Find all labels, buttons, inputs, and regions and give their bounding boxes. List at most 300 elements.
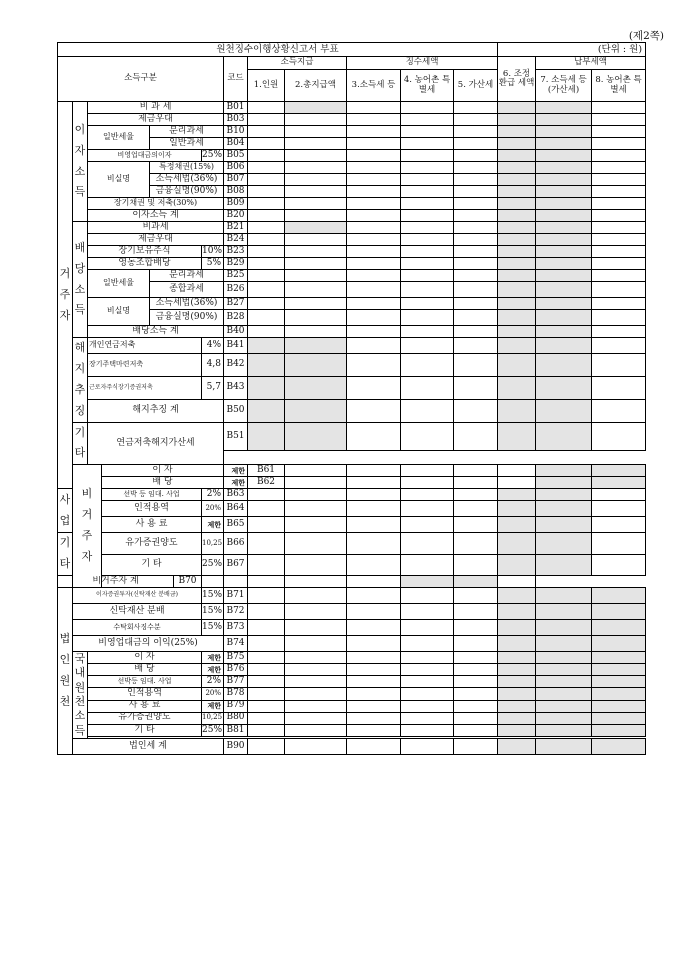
entry-rural-tax-cell[interactable] <box>401 246 454 258</box>
entry-total-paid-cell[interactable] <box>285 198 347 210</box>
entry-count-cell[interactable] <box>248 258 285 270</box>
entry-penalty-tax-cell[interactable] <box>498 465 536 477</box>
row-label: 기 타 <box>88 724 202 736</box>
entry-payment-rural-tax-cell[interactable] <box>592 554 646 575</box>
entry-rural-tax-cell[interactable] <box>401 712 454 724</box>
entry-rural-tax-cell[interactable] <box>401 326 454 338</box>
mini-nonreal: 비실명 <box>88 298 150 326</box>
entry-rural-tax-cell[interactable] <box>401 724 454 736</box>
entry-penalty-tax-cell[interactable] <box>454 517 498 533</box>
row-rate: 제한 <box>224 465 248 477</box>
entry-income-tax-cell[interactable] <box>347 422 401 451</box>
row-label: 배 당 <box>102 477 224 489</box>
entry-income-tax-cell[interactable] <box>347 102 401 114</box>
entry-income-tax-cell[interactable] <box>347 700 401 712</box>
row-code: B79 <box>224 700 248 712</box>
entry-income-tax-cell[interactable] <box>347 326 401 338</box>
entry-rural-tax-cell[interactable] <box>401 489 454 501</box>
entry-total-paid-cell[interactable] <box>285 114 347 126</box>
entry-rural-tax-cell[interactable] <box>401 738 454 754</box>
subgroup-domestic: 국 내 원 천 소 득 <box>73 652 88 739</box>
entry-payment-income-tax-cell <box>536 298 592 310</box>
entry-total-paid-cell[interactable] <box>285 533 347 554</box>
entry-penalty-tax-cell[interactable] <box>454 150 498 162</box>
entry-income-tax-cell[interactable] <box>347 738 401 754</box>
entry-count-cell[interactable] <box>248 310 285 326</box>
entry-count-cell[interactable] <box>248 724 285 736</box>
entry-count-cell[interactable] <box>248 533 285 554</box>
entry-penalty-tax-cell[interactable] <box>347 576 401 588</box>
entry-count-cell[interactable] <box>248 636 285 652</box>
entry-total-paid-cell[interactable] <box>347 477 401 489</box>
entry-count-cell[interactable] <box>248 517 285 533</box>
entry-payment-rural-tax-cell[interactable] <box>592 282 646 298</box>
entry-total-paid-cell[interactable] <box>285 652 347 664</box>
row-code: B50 <box>224 399 248 422</box>
entry-penalty-tax-cell[interactable] <box>454 636 498 652</box>
row-rate: 5,7 <box>202 376 224 399</box>
entry-adjustment-refund-cell <box>498 533 536 554</box>
row-rate: 4,8 <box>202 354 224 377</box>
entry-count-cell[interactable] <box>248 712 285 724</box>
entry-penalty-tax-cell[interactable] <box>454 501 498 517</box>
entry-count-cell[interactable] <box>248 138 285 150</box>
row-rate: 제한 <box>202 700 224 712</box>
entry-payment-income-tax-cell <box>592 465 646 477</box>
entry-count-cell[interactable] <box>248 102 285 114</box>
entry-count-cell[interactable] <box>248 501 285 517</box>
entry-penalty-tax-cell[interactable] <box>454 620 498 636</box>
entry-payment-rural-tax-cell <box>592 636 646 652</box>
unit-label: (단위 : 원) <box>498 43 646 57</box>
entry-penalty-tax-cell[interactable] <box>498 477 536 489</box>
entry-rural-tax-cell[interactable] <box>401 664 454 676</box>
entry-penalty-tax-cell[interactable] <box>454 554 498 575</box>
entry-penalty-tax-cell[interactable] <box>454 270 498 282</box>
entry-rural-tax-cell[interactable] <box>401 210 454 222</box>
entry-income-tax-cell[interactable] <box>347 114 401 126</box>
entry-income-tax-cell[interactable] <box>347 664 401 676</box>
row-label: 특정채권(15%) <box>150 162 224 174</box>
entry-count-cell[interactable] <box>248 489 285 501</box>
row-code: B10 <box>224 126 248 138</box>
entry-payment-rural-tax-cell[interactable] <box>592 326 646 338</box>
entry-penalty-tax-cell[interactable] <box>454 700 498 712</box>
entry-payment-rural-tax-cell[interactable] <box>498 576 536 588</box>
entry-income-tax-cell[interactable] <box>347 620 401 636</box>
entry-rural-tax-cell[interactable] <box>401 186 454 198</box>
entry-income-tax-cell[interactable] <box>347 210 401 222</box>
entry-income-tax-cell[interactable] <box>347 354 401 377</box>
entry-income-tax-cell[interactable] <box>347 588 401 604</box>
entry-rural-tax-cell[interactable] <box>454 477 498 489</box>
entry-count-cell[interactable] <box>248 114 285 126</box>
header-code: 코드 <box>224 57 248 102</box>
entry-income-tax-cell[interactable] <box>347 186 401 198</box>
entry-income-tax-cell[interactable] <box>347 724 401 736</box>
entry-payment-income-tax-cell <box>536 724 592 736</box>
entry-count-cell[interactable] <box>248 664 285 676</box>
entry-income-tax-cell[interactable] <box>347 652 401 664</box>
entry-income-tax-cell[interactable] <box>347 489 401 501</box>
entry-income-tax-cell[interactable] <box>347 162 401 174</box>
entry-income-tax-cell[interactable] <box>347 174 401 186</box>
entry-rural-tax-cell[interactable] <box>401 102 454 114</box>
entry-adjustment-refund-cell <box>498 210 536 222</box>
entry-penalty-tax-cell[interactable] <box>454 354 498 377</box>
entry-payment-rural-tax-cell[interactable] <box>592 501 646 517</box>
row-code: B07 <box>224 174 248 186</box>
entry-penalty-tax-cell[interactable] <box>454 422 498 451</box>
entry-total-paid-cell[interactable] <box>285 150 347 162</box>
entry-income-tax-cell[interactable] <box>347 126 401 138</box>
row-label: 장기보유주식 <box>88 246 202 258</box>
entry-payment-rural-tax-cell[interactable] <box>592 210 646 222</box>
mini-nonreal: 비실명 <box>88 162 150 198</box>
entry-payment-income-tax-cell <box>536 162 592 174</box>
entry-rural-tax-cell[interactable] <box>401 588 454 604</box>
entry-total-paid-cell[interactable] <box>285 298 347 310</box>
entry-total-paid-cell[interactable] <box>285 162 347 174</box>
entry-payment-rural-tax-cell[interactable] <box>592 234 646 246</box>
entry-total-paid-cell[interactable] <box>285 186 347 198</box>
entry-adjustment-refund-cell <box>498 234 536 246</box>
row-code: B20 <box>224 210 248 222</box>
entry-penalty-tax-cell[interactable] <box>454 298 498 310</box>
entry-count-cell[interactable] <box>248 222 285 234</box>
entry-adjustment-refund-cell <box>536 477 592 489</box>
row-code: B40 <box>224 326 248 338</box>
entry-payment-rural-tax-cell <box>592 664 646 676</box>
entry-count-cell[interactable] <box>248 246 285 258</box>
entry-rural-tax-cell[interactable] <box>401 688 454 700</box>
entry-payment-rural-tax-cell[interactable] <box>592 258 646 270</box>
entry-total-paid-cell[interactable] <box>285 234 347 246</box>
entry-count-cell[interactable] <box>248 270 285 282</box>
entry-total-paid-cell[interactable] <box>285 676 347 688</box>
entry-income-tax-cell[interactable] <box>347 636 401 652</box>
entry-penalty-tax-cell[interactable] <box>454 588 498 604</box>
entry-total-paid-cell[interactable] <box>285 688 347 700</box>
entry-income-tax-cell[interactable] <box>347 246 401 258</box>
entry-payment-rural-tax-cell[interactable] <box>592 270 646 282</box>
entry-adjustment-refund-cell <box>498 700 536 712</box>
entry-total-paid-cell[interactable] <box>347 465 401 477</box>
entry-count-cell[interactable] <box>248 150 285 162</box>
entry-count-cell[interactable] <box>248 282 285 298</box>
entry-payment-rural-tax-cell[interactable] <box>592 138 646 150</box>
entry-penalty-tax-cell[interactable] <box>454 399 498 422</box>
entry-income-tax-cell[interactable] <box>347 298 401 310</box>
entry-payment-rural-tax-cell[interactable] <box>592 162 646 174</box>
entry-total-paid-cell[interactable] <box>285 636 347 652</box>
entry-adjustment-refund-cell <box>498 652 536 664</box>
entry-income-tax-cell[interactable] <box>347 376 401 399</box>
entry-penalty-tax-cell[interactable] <box>454 310 498 326</box>
entry-rural-tax-cell[interactable] <box>401 298 454 310</box>
form-title: 원천징수이행상황신고서 부표 <box>58 43 498 57</box>
entry-income-tax-cell[interactable] <box>347 554 401 575</box>
entry-income-tax-cell[interactable] <box>347 533 401 554</box>
entry-rural-tax-cell[interactable] <box>401 517 454 533</box>
entry-count-cell[interactable] <box>248 604 285 620</box>
entry-payment-rural-tax-cell[interactable] <box>592 517 646 533</box>
entry-income-tax-cell[interactable] <box>347 138 401 150</box>
entry-total-paid-cell[interactable] <box>285 501 347 517</box>
entry-rural-tax-cell[interactable] <box>401 554 454 575</box>
entry-rural-tax-cell[interactable] <box>401 700 454 712</box>
entry-rural-tax-cell[interactable] <box>454 465 498 477</box>
entry-payment-rural-tax-cell[interactable] <box>592 246 646 258</box>
entry-count-cell[interactable] <box>248 588 285 604</box>
row-label: 연금저축해지가산세 <box>88 422 224 465</box>
entry-count-cell[interactable] <box>202 576 224 588</box>
entry-penalty-tax-cell[interactable] <box>454 102 498 114</box>
entry-income-tax-cell[interactable] <box>347 198 401 210</box>
entry-count-cell[interactable] <box>248 700 285 712</box>
entry-income-tax-cell[interactable] <box>347 517 401 533</box>
entry-income-tax-cell[interactable] <box>248 576 285 588</box>
entry-penalty-tax-cell[interactable] <box>454 688 498 700</box>
entry-income-tax-cell[interactable] <box>347 604 401 620</box>
entry-rural-tax-cell[interactable] <box>401 310 454 326</box>
entry-income-tax-cell[interactable] <box>347 399 401 422</box>
entry-rural-tax-cell[interactable] <box>401 234 454 246</box>
entry-total-paid-cell[interactable] <box>285 126 347 138</box>
entry-payment-rural-tax-cell[interactable] <box>592 489 646 501</box>
entry-income-tax-cell[interactable] <box>347 258 401 270</box>
entry-total-paid-cell[interactable] <box>285 712 347 724</box>
subgroup-business: 사 업 <box>58 489 73 533</box>
entry-payment-income-tax-cell <box>536 738 592 754</box>
entry-rural-tax-cell[interactable] <box>401 198 454 210</box>
entry-income-tax-cell[interactable] <box>347 676 401 688</box>
entry-count-cell[interactable] <box>248 186 285 198</box>
entry-rural-tax-cell[interactable] <box>401 222 454 234</box>
entry-penalty-tax-cell[interactable] <box>454 246 498 258</box>
entry-penalty-tax-cell[interactable] <box>454 234 498 246</box>
entry-rural-tax-cell[interactable] <box>401 150 454 162</box>
entry-total-paid-cell[interactable] <box>285 174 347 186</box>
entry-rural-tax-cell[interactable] <box>401 354 454 377</box>
entry-total-paid-cell[interactable] <box>285 738 347 754</box>
entry-total-paid-cell[interactable] <box>285 724 347 736</box>
entry-count-cell[interactable] <box>248 298 285 310</box>
entry-payment-income-tax-cell <box>536 258 592 270</box>
entry-total-paid-cell[interactable] <box>285 246 347 258</box>
entry-penalty-tax-cell[interactable] <box>454 258 498 270</box>
entry-payment-rural-tax-cell[interactable] <box>592 298 646 310</box>
entry-total-paid-cell[interactable] <box>285 664 347 676</box>
entry-payment-rural-tax-cell[interactable] <box>592 399 646 422</box>
entry-rural-tax-cell[interactable] <box>401 126 454 138</box>
entry-rural-tax-cell[interactable] <box>401 174 454 186</box>
entry-rural-tax-cell[interactable] <box>401 604 454 620</box>
entry-rural-tax-cell[interactable] <box>401 376 454 399</box>
entry-adjustment-refund-cell <box>498 588 536 604</box>
entry-total-paid-cell[interactable] <box>285 588 347 604</box>
entry-penalty-tax-cell[interactable] <box>454 114 498 126</box>
entry-total-paid-cell[interactable] <box>285 517 347 533</box>
entry-penalty-tax-cell[interactable] <box>454 738 498 754</box>
entry-total-paid-cell[interactable] <box>285 138 347 150</box>
row-rate: 10,25 <box>202 533 224 554</box>
entry-payment-rural-tax-cell[interactable] <box>592 338 646 354</box>
entry-adjustment-refund-cell <box>498 102 536 114</box>
entry-rural-tax-cell[interactable] <box>401 422 454 451</box>
row-label: 비영업대금의 이익(25%) <box>73 636 224 652</box>
entry-total-paid-cell[interactable] <box>285 489 347 501</box>
entry-total-paid-cell[interactable] <box>285 210 347 222</box>
entry-payment-income-tax-cell <box>536 310 592 326</box>
entry-total-paid-cell[interactable] <box>285 270 347 282</box>
entry-rural-tax-cell[interactable] <box>401 138 454 150</box>
entry-rural-tax-cell[interactable] <box>401 533 454 554</box>
entry-adjustment-refund-cell <box>498 270 536 282</box>
entry-penalty-tax-cell[interactable] <box>454 652 498 664</box>
entry-count-cell[interactable] <box>248 652 285 664</box>
entry-penalty-tax-cell[interactable] <box>454 338 498 354</box>
entry-total-paid-cell[interactable] <box>285 700 347 712</box>
entry-payment-rural-tax-cell <box>592 738 646 754</box>
entry-total-paid-cell[interactable] <box>224 576 248 588</box>
entry-total-paid-cell[interactable] <box>285 258 347 270</box>
entry-count-cell[interactable] <box>248 688 285 700</box>
entry-penalty-tax-cell[interactable] <box>454 126 498 138</box>
entry-rural-tax-cell[interactable] <box>401 676 454 688</box>
row-label: 선박등 임대. 사업 <box>88 676 202 688</box>
entry-total-paid-cell[interactable] <box>285 604 347 620</box>
entry-income-tax-cell[interactable] <box>347 234 401 246</box>
entry-payment-rural-tax-cell[interactable] <box>592 310 646 326</box>
entry-rural-tax-cell[interactable] <box>401 501 454 517</box>
entry-rural-tax-cell[interactable] <box>285 576 347 588</box>
row-label: 인적용역 <box>102 501 202 517</box>
header-payment: 납부세액 <box>536 57 646 70</box>
entry-count-cell[interactable] <box>248 174 285 186</box>
entry-payment-rural-tax-cell[interactable] <box>592 126 646 138</box>
entry-rural-tax-cell[interactable] <box>401 282 454 298</box>
entry-rural-tax-cell[interactable] <box>401 620 454 636</box>
entry-penalty-tax-cell[interactable] <box>454 664 498 676</box>
entry-penalty-tax-cell[interactable] <box>454 489 498 501</box>
entry-total-paid-cell[interactable] <box>285 554 347 575</box>
entry-total-paid-cell[interactable] <box>285 620 347 636</box>
row-label: 비과세 <box>88 222 224 234</box>
entry-payment-rural-tax-cell[interactable] <box>592 222 646 234</box>
entry-rural-tax-cell[interactable] <box>401 162 454 174</box>
entry-income-tax-cell[interactable] <box>347 150 401 162</box>
entry-penalty-tax-cell[interactable] <box>454 162 498 174</box>
entry-penalty-tax-cell[interactable] <box>454 676 498 688</box>
entry-penalty-tax-cell[interactable] <box>454 174 498 186</box>
entry-income-tax-cell[interactable] <box>347 688 401 700</box>
entry-payment-rural-tax-cell[interactable] <box>592 186 646 198</box>
entry-penalty-tax-cell[interactable] <box>454 326 498 338</box>
entry-penalty-tax-cell[interactable] <box>454 282 498 298</box>
entry-payment-rural-tax-cell[interactable] <box>592 150 646 162</box>
entry-payment-rural-tax-cell[interactable] <box>592 376 646 399</box>
mini-general-rate: 일반세율 <box>88 126 150 150</box>
row-rate: 15% <box>202 620 224 636</box>
entry-rural-tax-cell[interactable] <box>401 114 454 126</box>
entry-payment-rural-tax-cell[interactable] <box>592 533 646 554</box>
entry-payment-income-tax-cell <box>536 676 592 688</box>
entry-count-cell[interactable] <box>248 676 285 688</box>
entry-income-tax-cell[interactable] <box>347 310 401 326</box>
entry-count-cell[interactable] <box>285 477 347 489</box>
row-code: B75 <box>224 652 248 664</box>
entry-income-tax-cell[interactable] <box>347 338 401 354</box>
entry-payment-income-tax-cell <box>536 126 592 138</box>
subgroup-other: 기 타 <box>73 422 88 465</box>
entry-count-cell[interactable] <box>248 234 285 246</box>
entry-payment-rural-tax-cell <box>592 676 646 688</box>
entry-count-cell[interactable] <box>248 554 285 575</box>
entry-payment-rural-tax-cell[interactable] <box>592 198 646 210</box>
page-number-label: (제2쪽) <box>628 30 664 42</box>
entry-penalty-tax-cell[interactable] <box>454 376 498 399</box>
entry-count-cell[interactable] <box>248 210 285 222</box>
entry-count-cell[interactable] <box>248 126 285 138</box>
entry-penalty-tax-cell[interactable] <box>454 186 498 198</box>
entry-income-tax-cell[interactable] <box>347 501 401 517</box>
entry-payment-income-tax-cell <box>536 422 592 451</box>
entry-rural-tax-cell[interactable] <box>401 338 454 354</box>
entry-total-paid-cell[interactable] <box>285 282 347 298</box>
entry-payment-rural-tax-cell[interactable] <box>592 174 646 186</box>
entry-payment-rural-tax-cell[interactable] <box>592 114 646 126</box>
entry-rural-tax-cell[interactable] <box>401 399 454 422</box>
entry-total-paid-cell[interactable] <box>285 326 347 338</box>
entry-income-tax-cell[interactable] <box>347 282 401 298</box>
entry-count-cell[interactable] <box>248 738 285 754</box>
entry-rural-tax-cell[interactable] <box>401 652 454 664</box>
entry-penalty-tax-cell[interactable] <box>454 138 498 150</box>
entry-payment-rural-tax-cell[interactable] <box>592 102 646 114</box>
entry-income-tax-cell[interactable] <box>347 270 401 282</box>
entry-count-cell[interactable] <box>248 620 285 636</box>
entry-rural-tax-cell[interactable] <box>401 636 454 652</box>
entry-adjustment-refund-cell <box>498 489 536 501</box>
entry-penalty-tax-cell[interactable] <box>454 222 498 234</box>
entry-count-cell[interactable] <box>248 162 285 174</box>
entry-rural-tax-cell[interactable] <box>401 258 454 270</box>
entry-count-cell[interactable] <box>285 465 347 477</box>
entry-penalty-tax-cell[interactable] <box>454 533 498 554</box>
entry-payment-rural-tax-cell[interactable] <box>592 354 646 377</box>
row-label: 제금우대 <box>88 114 224 126</box>
entry-count-cell[interactable] <box>248 326 285 338</box>
entry-rural-tax-cell[interactable] <box>401 270 454 282</box>
entry-penalty-tax-cell[interactable] <box>454 712 498 724</box>
entry-payment-rural-tax-cell[interactable] <box>592 422 646 451</box>
entry-income-tax-cell[interactable] <box>347 222 401 234</box>
row-label: 사 용 료 <box>88 700 202 712</box>
row-rate: 제한 <box>202 517 224 533</box>
entry-penalty-tax-cell[interactable] <box>454 198 498 210</box>
entry-penalty-tax-cell[interactable] <box>454 604 498 620</box>
entry-payment-income-tax-cell <box>536 354 592 377</box>
entry-income-tax-cell[interactable] <box>347 712 401 724</box>
entry-penalty-tax-cell[interactable] <box>454 210 498 222</box>
entry-income-tax-cell[interactable] <box>401 477 454 489</box>
entry-total-paid-cell[interactable] <box>285 310 347 326</box>
entry-count-cell[interactable] <box>248 198 285 210</box>
entry-penalty-tax-cell[interactable] <box>454 724 498 736</box>
row-code: B26 <box>224 282 248 298</box>
entry-income-tax-cell[interactable] <box>401 465 454 477</box>
